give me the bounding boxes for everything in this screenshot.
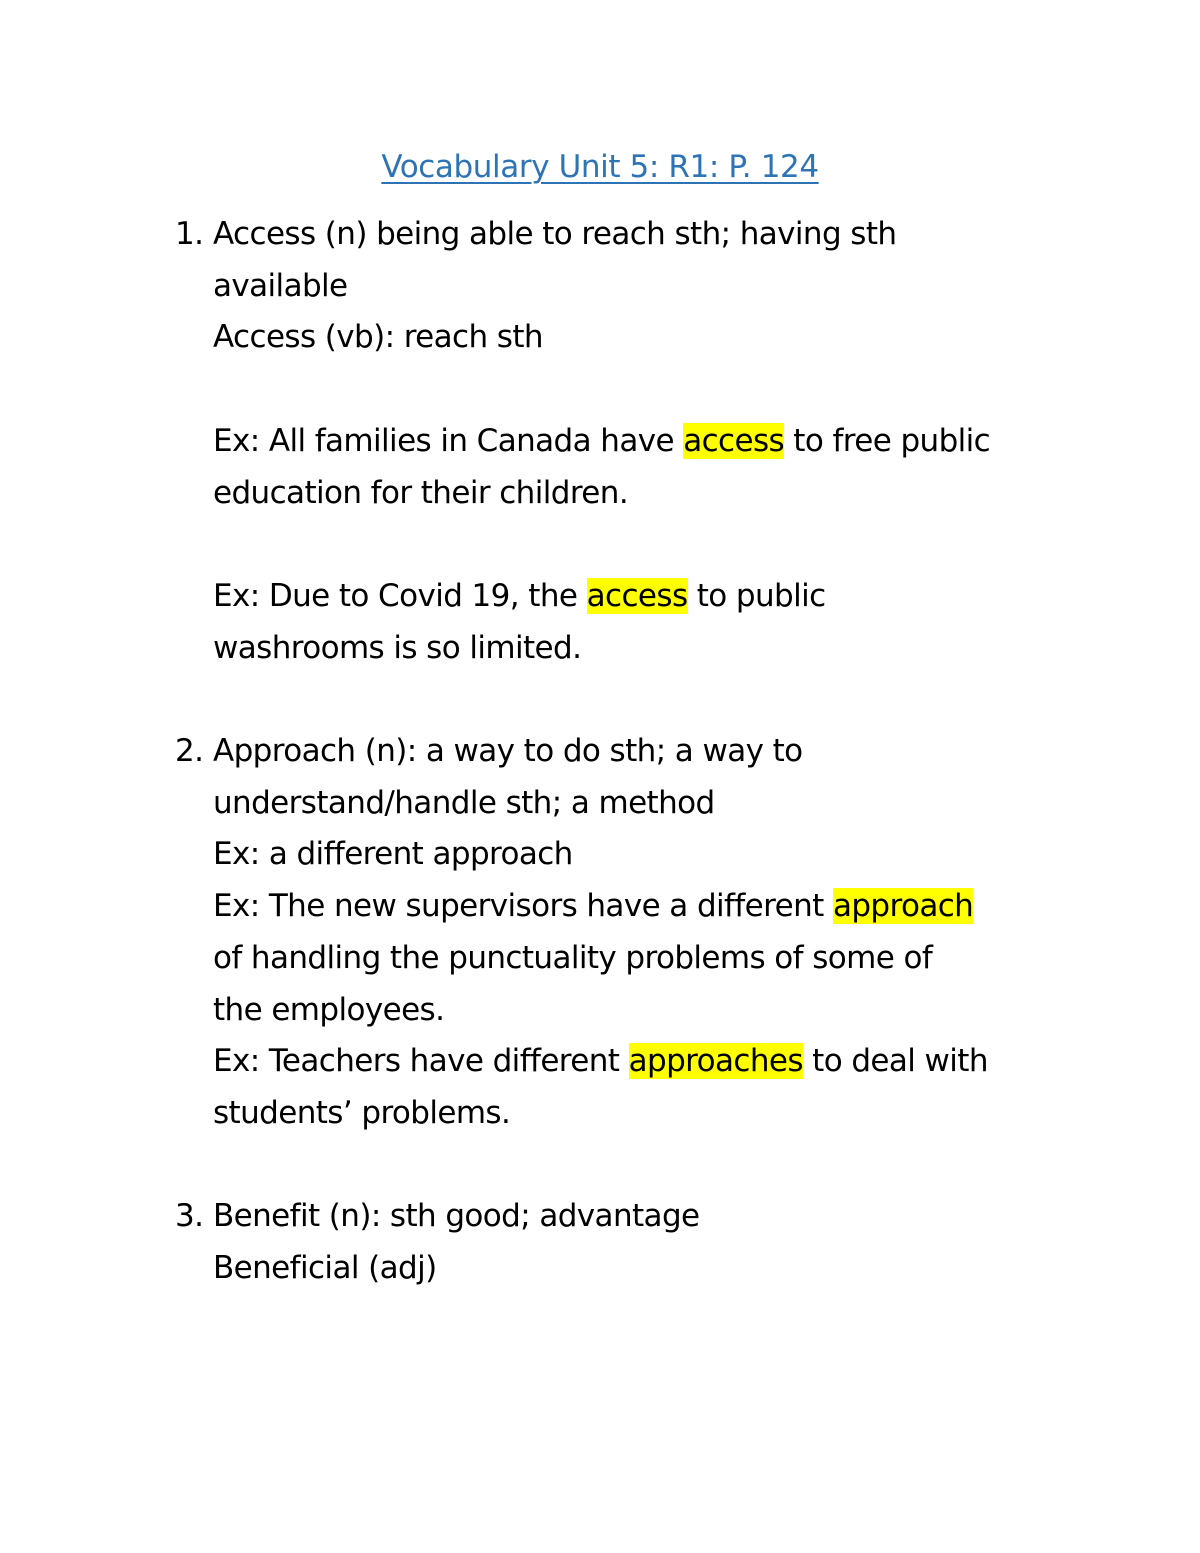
vocab-entry (175, 1191, 1095, 1294)
blank-line (213, 364, 1095, 416)
example-line (213, 1036, 1095, 1088)
text-line: of handling the punctuality problems of some of (213, 939, 933, 976)
text-after: to public (687, 577, 826, 614)
vocab-entry (175, 209, 1095, 674)
highlighted-word: approach (832, 888, 974, 925)
example-line (213, 571, 1095, 623)
text-line: Ex: a different approach (213, 836, 573, 873)
blank-line (175, 674, 1095, 726)
text-before: Ex: Teachers have different (213, 1043, 629, 1080)
text-line: Approach (n): a way to do sth; a way to (213, 732, 803, 769)
text-line: washrooms is so limited. (213, 629, 582, 666)
highlighted-word: approaches (628, 1043, 803, 1080)
text-after: to free public (784, 422, 991, 459)
entry-number: 3. (175, 1198, 204, 1235)
text-line: Beneficial (adj) (213, 1250, 437, 1286)
text-line: education for their children. (213, 474, 629, 511)
text-line: students’ problems. (213, 1094, 511, 1131)
text-after: to deal with (802, 1043, 988, 1080)
highlighted-word: access (586, 577, 688, 614)
example-line (213, 416, 1095, 468)
text-before: Ex: All families in Canada have (213, 422, 684, 459)
entry-number: 1. (175, 216, 204, 252)
entry-number: 2. (175, 732, 204, 769)
page-title: Vocabulary Unit 5: R1: P. 124 (381, 149, 819, 185)
blank-line (175, 1140, 1095, 1192)
text-line: the employees. (213, 991, 445, 1028)
text-line: Access (n) being able to reach sth; having sth (213, 216, 897, 252)
text-before: Ex: The new supervisors have a different (213, 888, 833, 925)
example-line (213, 881, 1095, 933)
text-before: Ex: Due to Covid 19, the (213, 577, 587, 614)
text-line: Benefit (n): sth good; advantage (213, 1198, 700, 1235)
text-line: Access (vb): reach sth (213, 319, 543, 356)
text-line: available (213, 267, 348, 304)
blank-line (213, 519, 1095, 571)
vocabulary-list (175, 209, 1095, 1295)
highlighted-word: access (683, 422, 785, 459)
text-line: understand/handle sth; a method (213, 784, 715, 821)
vocab-entry (175, 726, 1095, 1140)
